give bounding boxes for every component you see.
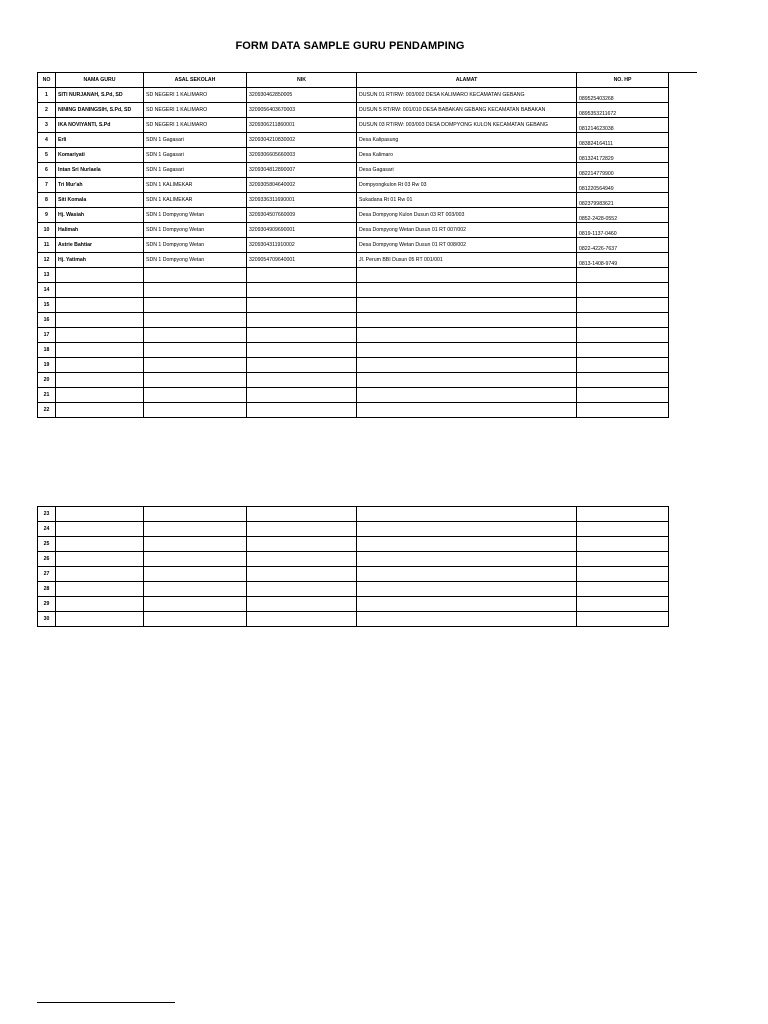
cell-hp (577, 612, 669, 627)
cell-nik (247, 388, 357, 403)
cell-nama (56, 358, 144, 373)
cell-sekolah (144, 507, 247, 522)
cell-alamat: Desa Kalimaro (357, 148, 577, 163)
cell-nik (247, 283, 357, 298)
footer-rule (37, 1002, 175, 1003)
cell-sekolah (144, 313, 247, 328)
table-row (38, 148, 669, 163)
cell-nik (247, 358, 357, 373)
cell-alamat: Jl. Perum BBI Dusun 05 RT 001/001 (357, 253, 577, 268)
cell-no: 10 (38, 223, 56, 238)
cell-alamat (357, 567, 577, 582)
page-title: FORM DATA SAMPLE GURU PENDAMPING (235, 40, 465, 52)
cell-no: 29 (38, 597, 56, 612)
cell-hp (577, 343, 669, 358)
cell-alamat (357, 522, 577, 537)
cell-nik: 3209304311910002 (247, 238, 357, 253)
cell-hp (577, 388, 669, 403)
table-row (38, 253, 669, 268)
cell-no: 30 (38, 612, 56, 627)
cell-sekolah (144, 358, 247, 373)
cell-nik: 3209304909690001 (247, 223, 357, 238)
cell-nik: 3209304812890007 (247, 163, 357, 178)
cell-nama: IKA NOVIYANTI, S.Pd (56, 118, 144, 133)
cell-hp (577, 268, 669, 283)
table-row (38, 537, 669, 552)
cell-nama: Siti Komala (56, 193, 144, 208)
cell-alamat (357, 582, 577, 597)
cell-hp (577, 283, 669, 298)
cell-alamat (357, 507, 577, 522)
cell-nik (247, 612, 357, 627)
cell-alamat (357, 328, 577, 343)
cell-sekolah (144, 388, 247, 403)
cell-no: 18 (38, 343, 56, 358)
cell-nik (247, 298, 357, 313)
cell-no: 1 (38, 88, 56, 103)
cell-hp (577, 582, 669, 597)
cell-nama (56, 373, 144, 388)
cell-no: 6 (38, 163, 56, 178)
cell-hp (577, 537, 669, 552)
cell-no: 5 (38, 148, 56, 163)
cell-sekolah (144, 268, 247, 283)
cell-no: 21 (38, 388, 56, 403)
cell-hp (577, 298, 669, 313)
cell-nama: Hj. Wasiah (56, 208, 144, 223)
cell-alamat: Desa Gagasari (357, 163, 577, 178)
cell-alamat (357, 612, 577, 627)
cell-nama (56, 567, 144, 582)
cell-sekolah (144, 552, 247, 567)
column-header-nik: NIK (247, 73, 357, 88)
cell-hp: 0813-1408-9749 (577, 253, 669, 268)
cell-nik (247, 373, 357, 388)
cell-no: 24 (38, 522, 56, 537)
cell-nik (247, 597, 357, 612)
cell-sekolah: SDN 1 Gagasari (144, 148, 247, 163)
cell-alamat: DUSUN 03 RT/RW: 003/003 DESA DOMPYONG KULON KECAMATAN GEBANG (357, 118, 577, 133)
cell-no: 19 (38, 358, 56, 373)
table-row (38, 567, 669, 582)
cell-nama (56, 507, 144, 522)
teacher-table-body (38, 88, 669, 418)
teacher-table (37, 72, 669, 418)
cell-no: 15 (38, 298, 56, 313)
cell-alamat: DUSUN 5 RT/RW: 001/010 DESA BABAKAN GEBANG KECAMATAN BABAKAN (357, 103, 577, 118)
cell-sekolah: SDN 1 KALIMEKAR (144, 178, 247, 193)
cell-no: 7 (38, 178, 56, 193)
cell-nik (247, 537, 357, 552)
cell-no: 11 (38, 238, 56, 253)
cell-sekolah: SDN 1 Dompyong Wetan (144, 223, 247, 238)
cell-no: 26 (38, 552, 56, 567)
cell-no: 3 (38, 118, 56, 133)
column-header-sekolah: ASAL SEKOLAH (144, 73, 247, 88)
table-row (38, 208, 669, 223)
table-row (38, 328, 669, 343)
cell-hp: 083824164111 (577, 133, 669, 148)
cell-alamat (357, 283, 577, 298)
cell-nik: 3209304210830002 (247, 133, 357, 148)
cell-no: 23 (38, 507, 56, 522)
table-row (38, 373, 669, 388)
cell-nama (56, 552, 144, 567)
cell-nama: Komariyati (56, 148, 144, 163)
cell-sekolah: SDN 1 Dompyong Wetan (144, 238, 247, 253)
cell-nama (56, 313, 144, 328)
cell-nik: 3209306605660003 (247, 148, 357, 163)
cell-no: 16 (38, 313, 56, 328)
cell-nik: 3209054709640001 (247, 253, 357, 268)
column-header-alamat: ALAMAT (357, 73, 577, 88)
cell-no: 14 (38, 283, 56, 298)
teacher-table-continued (37, 506, 669, 627)
table-row (38, 552, 669, 567)
cell-nama: NINING DANINGSIH, S.Pd, SD (56, 103, 144, 118)
cell-no: 22 (38, 403, 56, 418)
cell-hp (577, 358, 669, 373)
cell-sekolah: SDN 1 Gagasari (144, 133, 247, 148)
table-row (38, 283, 669, 298)
cell-sekolah (144, 298, 247, 313)
cell-no: 4 (38, 133, 56, 148)
cell-nama: Erli (56, 133, 144, 148)
cell-alamat: Desa Dompyong Kulon Dusun 03 RT 003/003 (357, 208, 577, 223)
cell-nik (247, 313, 357, 328)
cell-nama (56, 283, 144, 298)
header-rule (667, 72, 697, 73)
cell-nama (56, 522, 144, 537)
cell-nama: Astrie Bahtiar (56, 238, 144, 253)
cell-hp: 082379983621 (577, 193, 669, 208)
cell-nama (56, 597, 144, 612)
cell-alamat (357, 597, 577, 612)
cell-alamat: Desa Dompyong Wetan Dusun 01 RT 007/002 (357, 223, 577, 238)
cell-nik (247, 567, 357, 582)
cell-alamat (357, 268, 577, 283)
table-row (38, 268, 669, 283)
cell-sekolah: SD NEGERI 1 KALIMARO (144, 88, 247, 103)
table-row (38, 597, 669, 612)
cell-alamat: Dompyongkulon Rt 03 Rw 03 (357, 178, 577, 193)
cell-nik (247, 582, 357, 597)
cell-hp: 0822-4226-7637 (577, 238, 669, 253)
cell-no: 28 (38, 582, 56, 597)
cell-alamat (357, 313, 577, 328)
cell-hp: 0819-1137-0460 (577, 223, 669, 238)
cell-alamat (357, 373, 577, 388)
cell-sekolah (144, 343, 247, 358)
cell-sekolah (144, 403, 247, 418)
cell-hp (577, 403, 669, 418)
table-row (38, 88, 669, 103)
cell-no: 9 (38, 208, 56, 223)
table-row (38, 298, 669, 313)
cell-nama (56, 268, 144, 283)
cell-nik: 3209304507660009 (247, 208, 357, 223)
cell-hp: 089525403268 (577, 88, 669, 103)
cell-hp (577, 522, 669, 537)
cell-sekolah: SDN 1 Gagasari (144, 163, 247, 178)
table-row (38, 103, 669, 118)
table-row (38, 522, 669, 537)
table-row (38, 238, 669, 253)
cell-nama: SITI NURJANAH, S.Pd, SD (56, 88, 144, 103)
cell-sekolah (144, 537, 247, 552)
cell-sekolah (144, 373, 247, 388)
cell-no: 13 (38, 268, 56, 283)
table-row (38, 403, 669, 418)
cell-sekolah: SDN 1 KALIMEKAR (144, 193, 247, 208)
cell-hp: 0852-2428-0552 (577, 208, 669, 223)
table-row (38, 507, 669, 522)
cell-sekolah (144, 328, 247, 343)
cell-nama (56, 298, 144, 313)
cell-alamat (357, 552, 577, 567)
cell-nama: Halimah (56, 223, 144, 238)
cell-nik: 3209056403670003 (247, 103, 357, 118)
cell-alamat (357, 298, 577, 313)
cell-alamat (357, 343, 577, 358)
cell-nama: Tri Mur'ah (56, 178, 144, 193)
cell-hp (577, 313, 669, 328)
teacher-table-continued-body (38, 507, 669, 627)
table-row (38, 388, 669, 403)
table-row (38, 582, 669, 597)
cell-hp: 0895353211672 (577, 103, 669, 118)
cell-alamat (357, 388, 577, 403)
cell-nik (247, 522, 357, 537)
cell-sekolah (144, 597, 247, 612)
cell-sekolah (144, 522, 247, 537)
cell-alamat (357, 403, 577, 418)
cell-alamat (357, 537, 577, 552)
column-header-nama: NAMA GURU (56, 73, 144, 88)
cell-alamat: Sukadana Rt 01 Rw 01 (357, 193, 577, 208)
cell-sekolah: SD NEGERI 1 KALIMARO (144, 118, 247, 133)
cell-no: 20 (38, 373, 56, 388)
cell-no: 2 (38, 103, 56, 118)
cell-nik: 320930462850005 (247, 88, 357, 103)
cell-alamat: DUSUN 01 RT/RW: 003/002 DESA KALIMARO KECAMATAN GEBANG (357, 88, 577, 103)
cell-nama (56, 388, 144, 403)
cell-sekolah (144, 612, 247, 627)
cell-no: 17 (38, 328, 56, 343)
cell-nama (56, 612, 144, 627)
cell-no: 25 (38, 537, 56, 552)
table-row (38, 118, 669, 133)
cell-nik: 3209336311690001 (247, 193, 357, 208)
cell-hp: 081220564949 (577, 178, 669, 193)
cell-nik: 3209306211860001 (247, 118, 357, 133)
cell-hp (577, 597, 669, 612)
cell-nama (56, 537, 144, 552)
cell-nama: Intan Sri Nurlaela (56, 163, 144, 178)
cell-hp (577, 507, 669, 522)
cell-nik: 3209305804640002 (247, 178, 357, 193)
cell-nama (56, 328, 144, 343)
table-row (38, 193, 669, 208)
table-row (38, 313, 669, 328)
cell-sekolah (144, 283, 247, 298)
cell-hp (577, 328, 669, 343)
cell-nik (247, 328, 357, 343)
table-row (38, 223, 669, 238)
cell-no: 12 (38, 253, 56, 268)
cell-sekolah: SD NEGERI 1 KALIMARO (144, 103, 247, 118)
table-row (38, 163, 669, 178)
cell-hp (577, 567, 669, 582)
cell-nama (56, 403, 144, 418)
table-row (38, 133, 669, 148)
cell-hp: 081214623038 (577, 118, 669, 133)
cell-nama: Hj. Yatimah (56, 253, 144, 268)
cell-alamat (357, 358, 577, 373)
cell-hp (577, 373, 669, 388)
table-row (38, 343, 669, 358)
cell-nik (247, 552, 357, 567)
cell-hp: 081324172829 (577, 148, 669, 163)
cell-sekolah: SDN 1 Dompyong Wetan (144, 253, 247, 268)
cell-no: 27 (38, 567, 56, 582)
cell-alamat: Desa Dompyong Wetan Dusun 01 RT 008/002 (357, 238, 577, 253)
cell-no: 8 (38, 193, 56, 208)
column-header-hp: NO. HP (577, 73, 669, 88)
cell-hp (577, 552, 669, 567)
table-row (38, 178, 669, 193)
cell-hp: 082214779900 (577, 163, 669, 178)
table-header-row (38, 73, 669, 88)
column-header-no: NO (38, 73, 56, 88)
cell-nama (56, 582, 144, 597)
cell-alamat: Desa Kalipasung (357, 133, 577, 148)
cell-nik (247, 343, 357, 358)
cell-sekolah (144, 567, 247, 582)
cell-nik (247, 403, 357, 418)
table-row (38, 358, 669, 373)
cell-sekolah: SDN 1 Dompyong Wetan (144, 208, 247, 223)
table-row (38, 612, 669, 627)
cell-nik (247, 268, 357, 283)
cell-nama (56, 343, 144, 358)
cell-nik (247, 507, 357, 522)
cell-sekolah (144, 582, 247, 597)
